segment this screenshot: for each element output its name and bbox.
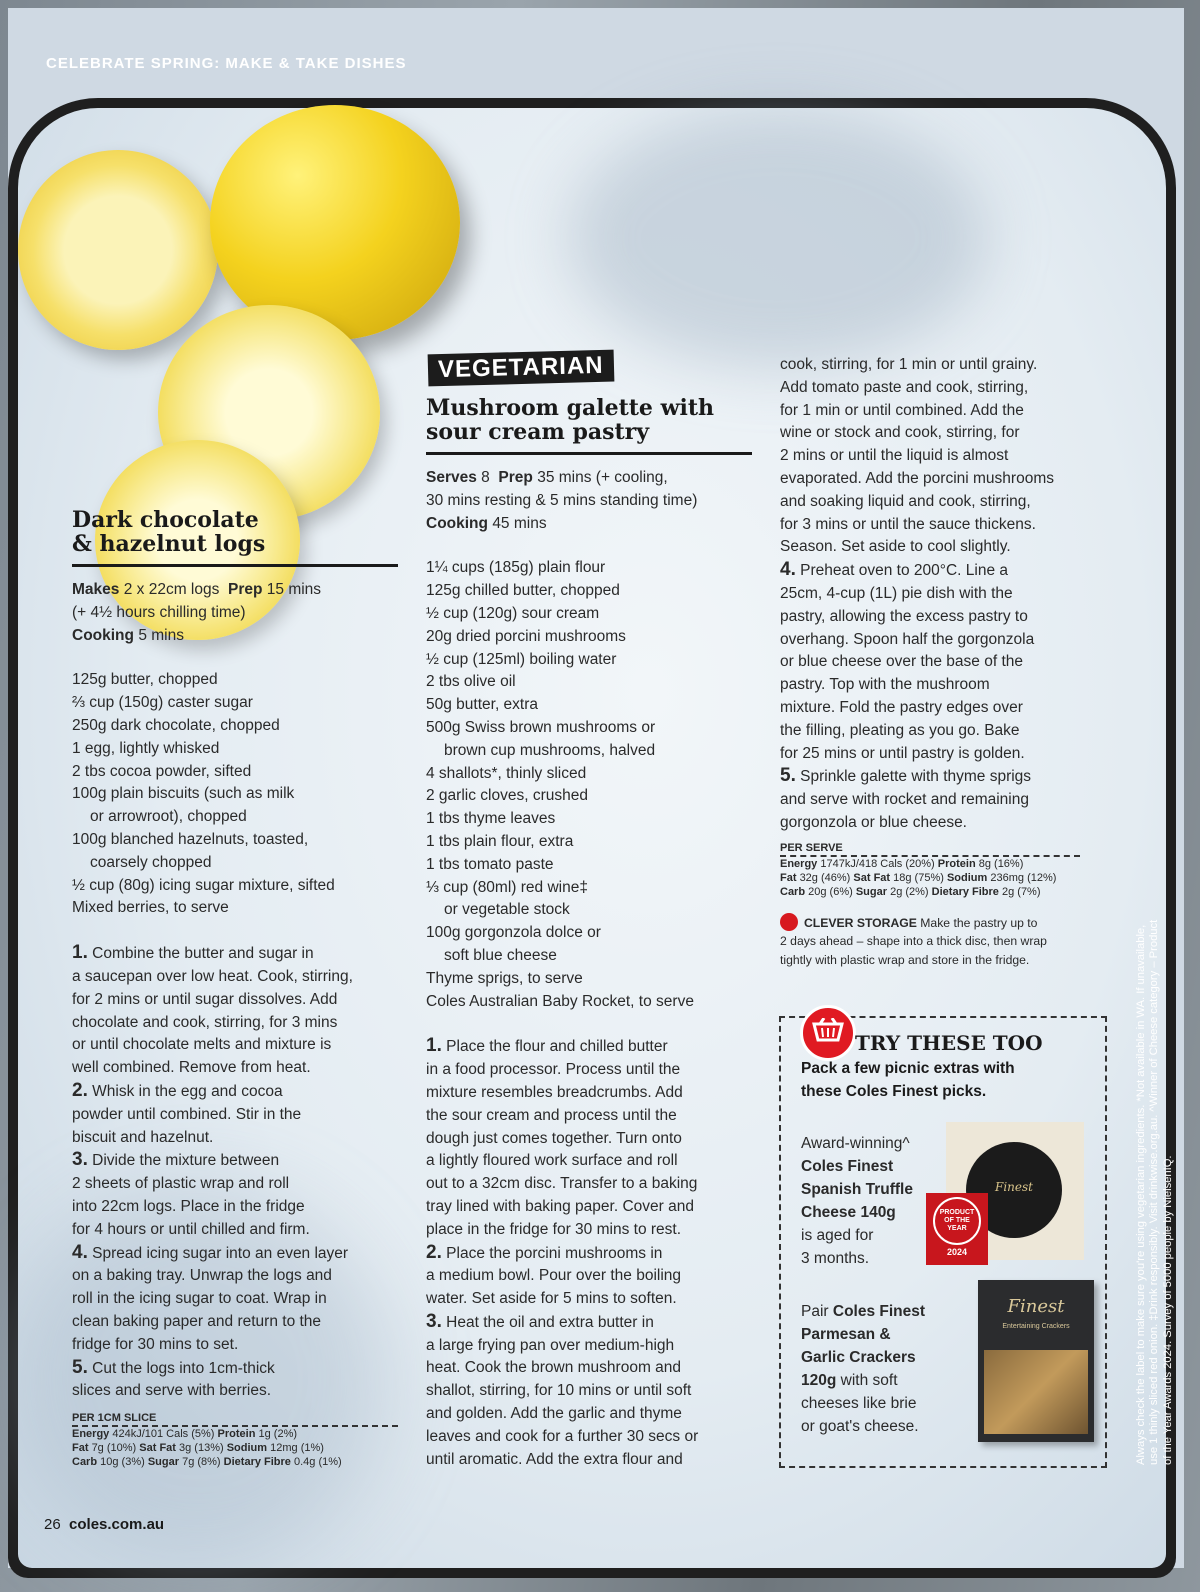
basket-icon (800, 1005, 856, 1061)
method-step-line (426, 1242, 752, 1266)
ingredient: 2 garlic cloves, crushed (426, 787, 588, 805)
method-step-line: clean baking paper and return to the (72, 1312, 322, 1330)
nutrient-value: 12mg (1%) (270, 1442, 324, 1455)
nutrient-value: 32g (46%) (799, 871, 851, 884)
method-step-line: water. Set aside for 5 mins to soften. (426, 1290, 677, 1308)
step-number: 3. (426, 1310, 442, 1332)
step-text: Sprinkle galette with thyme sprigs (800, 768, 1032, 786)
nutrient-value: 1g (2%) (258, 1428, 298, 1441)
nutrient-label: Sat Fat (853, 871, 891, 884)
product-crackers-text: Pair Coles Finest Parmesan & Garlic Crackers 120g with soft cheeses like brie or goat's cheese. (801, 1303, 926, 1435)
ingredient: ½ cup (80g) icing sugar mixture, sifted (72, 876, 335, 894)
whole-lemon-image (210, 105, 460, 340)
clever-storage-tip: CLEVER STORAGE Make the pastry up to 2 days ahead – shape into a thick disc, then wrap tightly with plastic wrap and store in the fridge. (780, 913, 1110, 970)
method-step-line: tray lined with baking paper. Cover and (426, 1197, 694, 1215)
method-step-line: evaporated. Add the porcini mushrooms (780, 469, 1054, 487)
nutrient-label: Carb (780, 885, 806, 898)
nutrient-label: Dietary Fibre (931, 885, 999, 898)
step-number: 4. (780, 559, 796, 581)
method-step-line: cook, stirring, for 1 min or until grainy. (780, 356, 1038, 373)
recipe-dark-chocolate (72, 508, 398, 1469)
method-step-line: for 3 mins or until the sauce thickens. (780, 515, 1036, 533)
method-step-line: slices and serve with berries. (72, 1382, 271, 1400)
method-step-line: biscuit and hazelnut. (72, 1128, 214, 1146)
ingredient-list (426, 557, 752, 1013)
recipe-title: & hazelnut logs (72, 531, 266, 557)
method-steps (72, 942, 398, 1403)
step-text: Cut the logs into 1cm-thick (92, 1359, 275, 1377)
nutrient-value: 1747kJ/418 Cals (20%) (820, 857, 935, 870)
step-text: Divide the mixture between (92, 1152, 280, 1170)
method-step-line: pastry, allowing the excess pastry to (780, 607, 1028, 625)
method-step-line: chocolate and cook, stirring, for 3 mins (72, 1013, 338, 1031)
ingredient: 4 shallots*, thinly sliced (426, 764, 587, 782)
recipe-mushroom-galette (426, 396, 752, 1471)
step-text: Preheat oven to 200°C. Line a (800, 562, 1009, 580)
nutrient-value: 236mg (12%) (990, 871, 1057, 884)
method-step-line (72, 1357, 398, 1381)
step-number: 1. (426, 1035, 442, 1057)
recipe-title: Mushroom galette with (426, 395, 715, 421)
method-step-line: out to a 32cm disc. Transfer to a baking (426, 1175, 698, 1193)
product-of-the-year-badge: PRODUCT OF THE YEAR 2024 (926, 1193, 988, 1265)
try-title: TRY THESE TOO (855, 1031, 1043, 1055)
nutrient-value: 2g (2%) (890, 885, 929, 898)
nutrient-label: Fat (72, 1442, 89, 1455)
method-step-line: and serve with rocket and remaining (780, 791, 1029, 809)
recipe-title: sour cream pastry (426, 419, 650, 445)
method-step-line: roll in the icing sugar to coat. Wrap in (72, 1290, 327, 1308)
leaf-icon (780, 913, 798, 931)
step-number: 2. (426, 1241, 442, 1263)
ingredient: 1¼ cups (185g) plain flour (426, 559, 606, 577)
nutrient-value: 0.4g (1%) (293, 1456, 342, 1469)
step-number: 1. (72, 942, 88, 964)
method-step-line: and soaking liquid and cook, stirring, (780, 492, 1031, 510)
nutrient-label: Energy (72, 1428, 110, 1441)
ingredient: 100g plain biscuits (such as milk (72, 785, 295, 803)
step-text: Whisk in the egg and cocoa (92, 1082, 283, 1100)
step-number: 3. (72, 1149, 88, 1171)
method-step-line: for 1 min or until combined. Add the (780, 401, 1024, 419)
nutrient-label: Sat Fat (139, 1442, 176, 1455)
step-text: Combine the butter and sugar in (92, 945, 314, 963)
site-link[interactable]: coles.com.au (69, 1516, 165, 1533)
nutrient-value: 10g (3%) (100, 1456, 145, 1469)
method-step-line: place in the fridge for 30 mins to rest. (426, 1220, 682, 1238)
method-step-line (426, 1311, 752, 1335)
method-step-line: into 22cm logs. Place in the fridge (72, 1197, 305, 1215)
method-step-line: 25cm, 4-cup (1L) pie dish with the (780, 584, 1013, 602)
nutrition-row (72, 1427, 398, 1441)
page-number: 26 (44, 1516, 61, 1533)
nutrient-label: Protein (217, 1428, 256, 1441)
recipe-continued (780, 354, 1110, 970)
nutrition-panel (72, 1411, 398, 1469)
lemon-half-image (18, 150, 218, 350)
ingredient: 1 egg, lightly whisked (72, 739, 220, 757)
ingredient: 125g chilled butter, chopped (426, 582, 620, 600)
ingredient: 250g dark chocolate, chopped (72, 716, 280, 734)
ingredient: ½ cup (120g) sour cream (426, 604, 600, 622)
ingredient: ⅓ cup (80ml) red wine‡ (426, 878, 588, 896)
method-step-line (426, 1035, 752, 1059)
method-steps (426, 1035, 752, 1471)
nutrient-label: Carb (72, 1456, 98, 1469)
clever-storage-label: CLEVER STORAGE (804, 915, 917, 930)
product-line: Spanish Truffle (801, 1181, 913, 1198)
leaf-shadow (568, 108, 988, 368)
product-line: Coles Finest (801, 1158, 894, 1175)
method-step-line: the sour cream and process until the (426, 1106, 677, 1124)
ingredient: ½ cup (125ml) boiling water (426, 650, 617, 668)
nutrient-value: 3g (13%) (179, 1442, 224, 1455)
method-step-line: Season. Set aside to cool slightly. (780, 538, 1011, 556)
nutrient-value: 18g (75%) (893, 871, 944, 884)
nutrition-row (780, 885, 1110, 899)
ingredient: 125g butter, chopped (72, 671, 218, 689)
title-rule (426, 452, 752, 455)
vegetarian-tag: VEGETARIAN (428, 350, 614, 387)
try-subtitle: Pack a few picnic extras with these Coles Finest picks. (801, 1060, 1015, 1100)
ingredient: Coles Australian Baby Rocket, to serve (426, 992, 694, 1010)
method-step-line: mixture. Fold the pastry edges over (780, 698, 1023, 716)
step-number: 5. (780, 765, 796, 787)
recipe-meta: 30 mins resting & 5 mins standing time) (426, 491, 698, 509)
nutrient-label: Protein (937, 857, 976, 870)
method-step-line: a lightly floured work surface and roll (426, 1152, 678, 1170)
nutrition-panel (780, 841, 1110, 899)
method-step-line: wine or stock and cook, stirring, for (780, 424, 1020, 442)
method-step-line: a saucepan over low heat. Cook, stirring, (72, 967, 353, 985)
step-number: 2. (72, 1079, 88, 1101)
recipe-title: Dark chocolate (72, 507, 259, 533)
product-line: 3 months. (801, 1250, 870, 1267)
method-step-line: mixture resembles breadcrumbs. Add (426, 1083, 683, 1101)
method-step-line: well combined. Remove from heat. (72, 1059, 311, 1077)
method-step-line: the filling, pleating as you go. Bake (780, 721, 1020, 739)
ingredient: soft blue cheese (444, 946, 557, 964)
nutrient-value: 424kJ/101 Cals (5%) (112, 1428, 215, 1441)
nutrition-row (780, 871, 1110, 885)
nutrition-row (72, 1441, 398, 1455)
nutrient-label: Sugar (855, 885, 888, 898)
ingredient: or arrowroot), chopped (90, 808, 247, 826)
method-step-line: until aromatic. Add the extra flour and (426, 1450, 683, 1468)
ingredient: brown cup mushrooms, halved (444, 741, 656, 759)
nutrition-heading: PER 1CM SLICE (72, 1411, 398, 1427)
nutrient-label: Fat (780, 871, 797, 884)
recipe-meta: Makes 2 x 22cm logs Prep 15 mins (72, 581, 322, 598)
method-step-line (72, 1149, 398, 1173)
nutrient-value: 7g (10%) (91, 1442, 137, 1455)
method-step-line (780, 559, 1110, 583)
method-step-line: or blue cheese over the base of the (780, 653, 1023, 671)
method-step-line: 2 mins or until the liquid is almost (780, 447, 1009, 465)
nutrient-value: 20g (6%) (808, 885, 853, 898)
step-number: 5. (72, 1356, 88, 1378)
title-rule (72, 564, 398, 567)
nutrient-label: Sugar (147, 1456, 180, 1469)
step-text: Spread icing sugar into an even layer (92, 1244, 349, 1262)
ingredient: 100g blanched hazelnuts, toasted, (72, 830, 309, 848)
method-step-line: overhang. Spoon half the gorgonzola (780, 630, 1035, 648)
ingredient: or vegetable stock (444, 901, 570, 919)
product-line: Cheese 140g (801, 1204, 896, 1221)
method-step-line: 2 sheets of plastic wrap and roll (72, 1175, 290, 1193)
nutrient-value: 8g (16%) (978, 857, 1024, 870)
method-step-line: or until chocolate melts and mixture is (72, 1036, 332, 1054)
method-step-line: dough just comes together. Turn onto (426, 1129, 682, 1147)
nutrient-label: Sodium (226, 1442, 268, 1455)
recipe-meta: Cooking 5 mins (72, 626, 184, 644)
method-step-line: fridge for 30 mins to set. (72, 1335, 239, 1353)
method-step-line: pastry. Top with the mushroom (780, 676, 990, 694)
recipe-meta: (+ 4½ hours chilling time) (72, 603, 246, 621)
method-step-line: and golden. Add the garlic and thyme (426, 1405, 682, 1423)
disclaimer-note: Always check the label to make sure you're using vegetarian ingredients. *Not available in WA. If unavailable, use 1 thinly sliced red onion. ‡Drink responsibly. Visit drinkwise.org.au. ^Winner of Cheese category – Product of the Year Awards 2024. Survey of 5000 people by NielsenIQ. (1135, 919, 1174, 1465)
method-step-line (780, 765, 1110, 789)
method-step-line: shallot, stirring, for 10 mins or until soft (426, 1382, 692, 1400)
method-step-line: for 25 mins or until pastry is golden. (780, 744, 1025, 762)
nutrient-label: Dietary Fibre (223, 1456, 291, 1469)
product-cheese-text (801, 1132, 913, 1270)
crackers-product-image: Finest Entertaining Crackers (978, 1280, 1094, 1442)
ingredient: 1 tbs plain flour, extra (426, 832, 574, 850)
nutrition-heading: PER SERVE (780, 841, 1080, 857)
ingredient: Thyme sprigs, to serve (426, 969, 583, 987)
method-step-line: powder until combined. Stir in the (72, 1105, 302, 1123)
product-line: is aged for (801, 1227, 874, 1244)
section-kicker: CELEBRATE SPRING: MAKE & TAKE DISHES (46, 55, 407, 72)
ingredient: 1 tbs thyme leaves (426, 810, 556, 828)
method-step-line: heat. Cook the brown mushroom and (426, 1359, 682, 1377)
ingredient: ⅔ cup (150g) caster sugar (72, 694, 253, 712)
method-step-line: a medium bowl. Pour over the boiling (426, 1267, 682, 1285)
method-step-line: for 2 mins or until sugar dissolves. Add (72, 990, 338, 1008)
ingredient: coarsely chopped (90, 853, 212, 871)
step-text: Heat the oil and extra butter in (446, 1313, 654, 1331)
product-line: Award-winning^ (801, 1135, 910, 1152)
method-step-line: on a baking tray. Unwrap the logs and (72, 1267, 332, 1285)
nutrient-value: 7g (8%) (182, 1456, 221, 1469)
page-footer (44, 1516, 164, 1533)
nutrient-value: 2g (7%) (1001, 885, 1041, 898)
nutrition-row (780, 857, 1110, 871)
method-step-line (72, 1242, 398, 1266)
method-step-line: gorgonzola or blue cheese. (780, 813, 967, 831)
recipe-meta: Serves 8 Prep 35 mins (+ cooling, (426, 469, 668, 486)
method-step-line (72, 1080, 398, 1104)
ingredient: Mixed berries, to serve (72, 899, 229, 917)
ingredient: 2 tbs cocoa powder, sifted (72, 762, 252, 780)
step-text: Place the flour and chilled butter (446, 1038, 668, 1056)
method-step-line: a large frying pan over medium-high (426, 1336, 675, 1354)
step-text: Place the porcini mushrooms in (446, 1244, 663, 1262)
step-number: 4. (72, 1241, 88, 1263)
method-step-line (72, 942, 398, 966)
ingredient: 2 tbs olive oil (426, 673, 516, 691)
ingredient: 20g dried porcini mushrooms (426, 627, 626, 645)
nutrition-row (72, 1455, 398, 1469)
nutrient-label: Energy (780, 857, 818, 870)
recipe-meta: Cooking 45 mins (426, 514, 547, 532)
method-step-line: in a food processor. Process until the (426, 1061, 681, 1079)
ingredient: 500g Swiss brown mushrooms or (426, 718, 656, 736)
ingredient: 1 tbs tomato paste (426, 855, 554, 873)
ingredient: 50g butter, extra (426, 696, 539, 714)
method-step-line: for 4 hours or until chilled and firm. (72, 1220, 310, 1238)
truffle-cheese-product-image: Finest (946, 1122, 1084, 1260)
nutrient-label: Sodium (946, 871, 988, 884)
ingredient: 100g gorgonzola dolce or (426, 924, 601, 942)
method-step-line: Add tomato paste and cook, stirring, (780, 378, 1029, 396)
method-step-line: leaves and cook for a further 30 secs or (426, 1427, 699, 1445)
